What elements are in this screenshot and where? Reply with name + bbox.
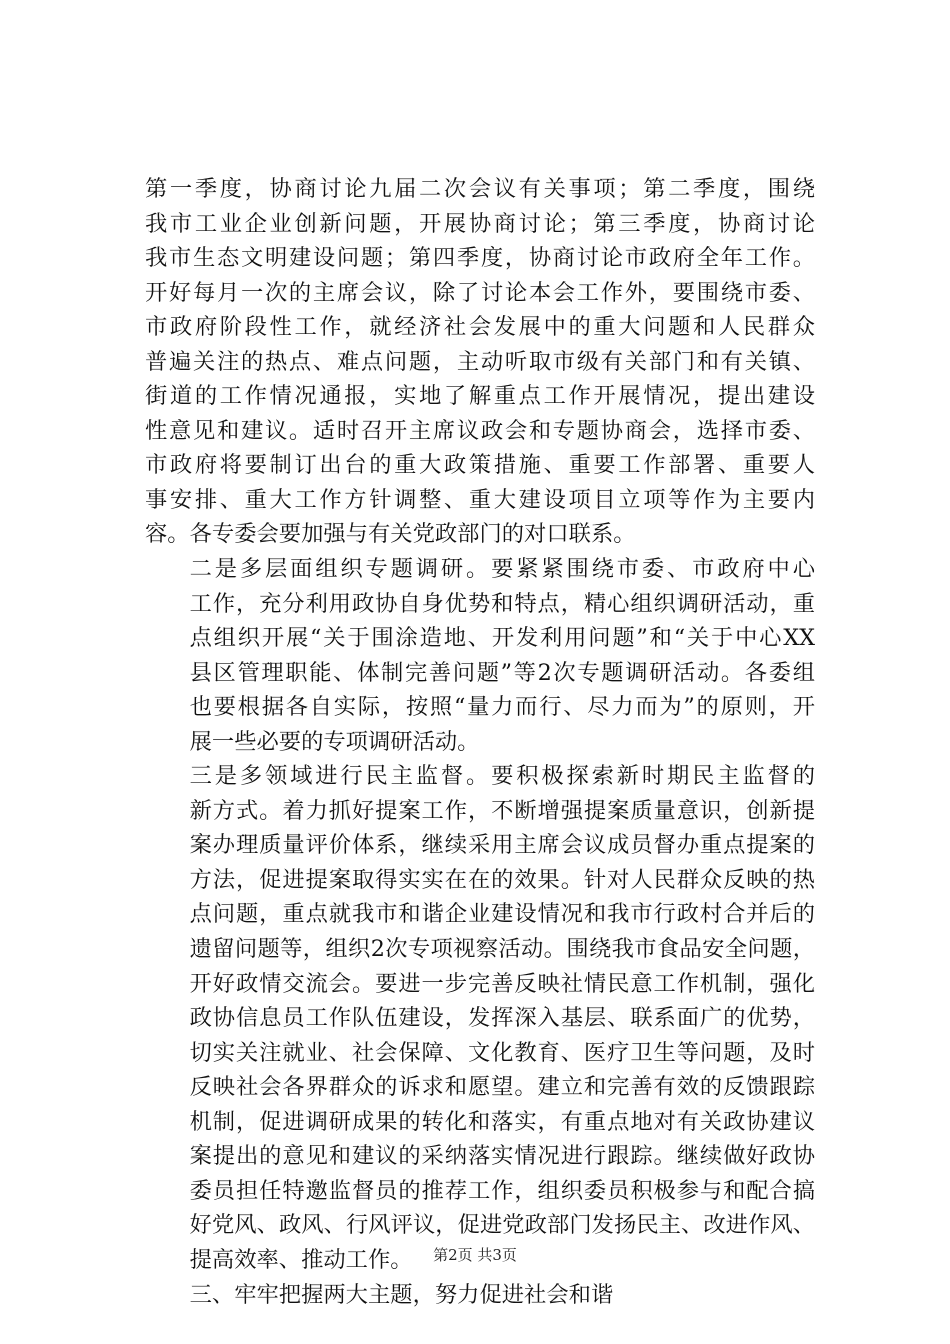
text-line: 县区管理职能、体制完善问题”等2次专题调研活动。各委组: [189, 659, 815, 686]
text-line: 市政府阶段性工作，就经济社会发展中的重大问题和人民群众: [145, 314, 815, 341]
text-line: 工作，充分利用政协自身优势和特点，精心组织调研活动，重: [189, 590, 815, 617]
text-line: 反映社会各界群众的诉求和愿望。建立和完善有效的反馈跟踪: [189, 1074, 815, 1101]
paragraph-p1: [145, 172, 815, 552]
text-line: 第一季度，协商讨论九届二次会议有关事项；第二季度，围绕: [145, 176, 815, 202]
text-line: 提高效率、推动工作。: [189, 1246, 413, 1273]
page-footer: 第2页 共3页: [433, 1246, 517, 1264]
text-line: 案提出的意见和建议的采纳落实情况进行跟踪。继续做好政协: [189, 1143, 815, 1170]
text-line: 三是多领域进行民主监督。要积极探索新时期民主监督的: [189, 763, 815, 790]
text-line: 点组织开展“关于围涂造地、开发利用问题”和“关于中心XX: [189, 625, 815, 652]
text-line: 事安排、重大工作方针调整、重大建设项目立项等作为主要内: [145, 486, 815, 513]
text-line: 新方式。着力抓好提案工作，不断增强提案质量意识，创新提: [189, 797, 815, 824]
text-line: 政协信息员工作队伍建设，发挥深入基层、联系面广的优势，: [189, 1005, 815, 1032]
document-body: [145, 172, 815, 1312]
text-line: 方法，促进提案取得实实在在的效果。针对人民群众反映的热: [189, 866, 815, 893]
text-line: 普遍关注的热点、难点问题，主动听取市级有关部门和有关镇、: [145, 348, 815, 375]
text-line: 切实关注就业、社会保障、文化教育、医疗卫生等问题，及时: [189, 1039, 815, 1066]
text-line: 开好每月一次的主席会议，除了讨论本会工作外，要围绕市委、: [145, 279, 815, 306]
text-line: 也要根据各自实际，按照“量力而行、尽力而为”的原则，开: [189, 694, 815, 721]
text-line: 我市生态文明建设问题；第四季度，协商讨论市政府全年工作。: [145, 245, 815, 272]
text-line: 机制，促进调研成果的转化和落实，有重点地对有关政协建议: [189, 1108, 815, 1135]
text-line: 三、牢牢把握两大主题，努力促进社会和谐: [189, 1281, 614, 1308]
text-line: 市政府将要制订出台的重大政策措施、重要工作部署、重要人: [145, 452, 815, 479]
text-line: 展一些必要的专项调研活动。: [189, 728, 480, 755]
text-line: 好党风、政风、行风评议，促进党政部门发扬民主、改进作风、: [189, 1212, 815, 1239]
text-line: 我市工业企业创新问题，开展协商讨论；第三季度，协商讨论: [145, 210, 815, 237]
text-line: 遗留问题等，组织2次专项视察活动。围绕我市食品安全问题，: [189, 936, 815, 963]
text-line: 委员担任特邀监督员的推荐工作，组织委员积极参与和配合搞: [189, 1177, 815, 1204]
paragraph-p3: [145, 759, 815, 1277]
text-line: 容。各专委会要加强与有关党政部门的对口联系。: [145, 521, 636, 548]
text-line: 性意见和建议。适时召开主席议政会和专题协商会，选择市委、: [145, 417, 815, 444]
text-line: 二是多层面组织专题调研。要紧紧围绕市委、市政府中心: [189, 556, 815, 583]
text-line: 开好政情交流会。要进一步完善反映社情民意工作机制，强化: [189, 970, 815, 997]
paragraph-p4: [145, 1278, 815, 1313]
paragraph-p2: [145, 552, 815, 759]
text-line: 案办理质量评价体系，继续采用主席会议成员督办重点提案的: [189, 832, 815, 859]
text-line: 街道的工作情况通报，实地了解重点工作开展情况，提出建设: [145, 383, 815, 410]
text-line: 点问题，重点就我市和谐企业建设情况和我市行政村合并后的: [189, 901, 815, 928]
